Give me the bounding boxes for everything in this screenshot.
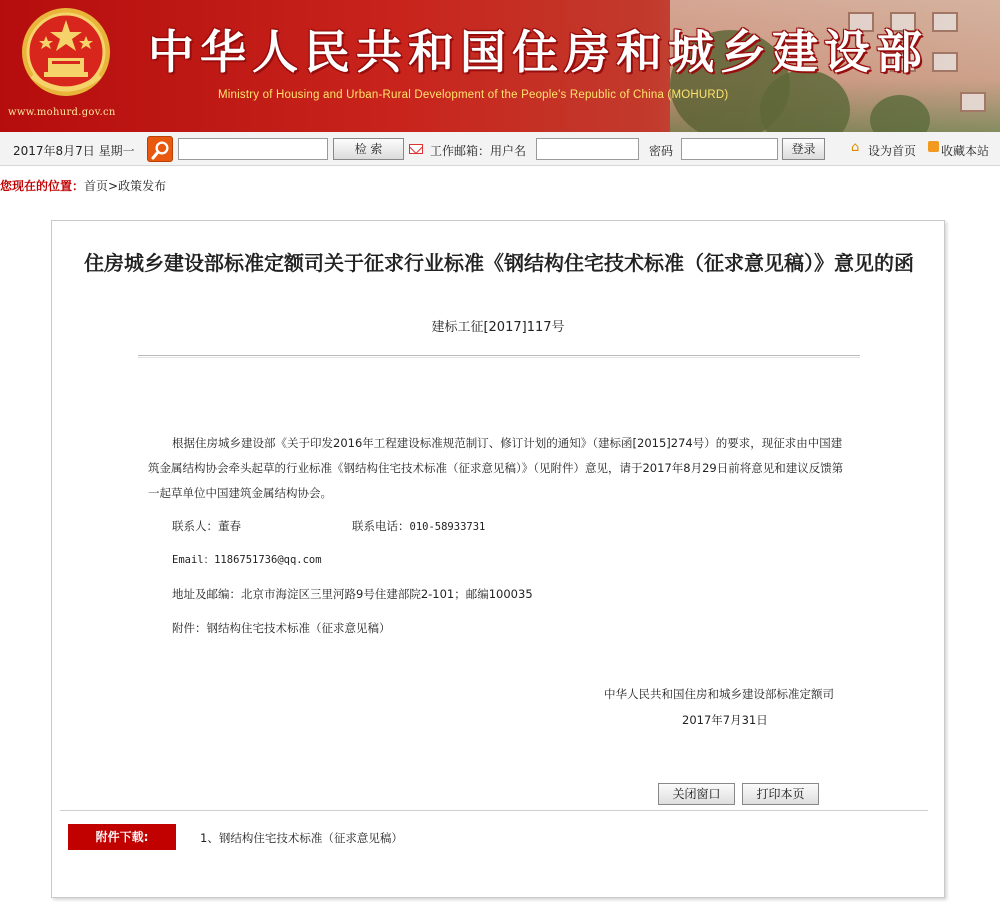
password-input[interactable]	[681, 138, 778, 160]
top-toolbar	[0, 132, 1000, 166]
current-date: 2017年8月7日 星期一	[13, 144, 135, 158]
phone-number: 010-58933731	[409, 521, 486, 533]
address-value: 北京市海淀区三里河路9号住建部院2-101；邮编100035	[241, 587, 533, 601]
email-line	[172, 552, 322, 567]
download-attachment-link[interactable]: 1、钢结构住宅技术标准（征求意见稿）	[200, 831, 403, 845]
site-url: www.mohurd.gov.cn	[8, 107, 116, 118]
site-subtitle-en: Ministry of Housing and Urban-Rural Development of the People's Republic of China (MOHURD)	[218, 89, 729, 101]
breadcrumb-label: 您现在的位置：	[0, 179, 85, 193]
contact-label: 联系人：	[172, 519, 218, 533]
address-line	[172, 586, 533, 602]
email-address: 1186751736@qq.com	[214, 554, 322, 566]
breadcrumb	[0, 177, 166, 193]
attachment-name: 钢结构住宅技术标准（征求意见稿）	[206, 621, 391, 635]
mail-username-label: 工作邮箱：用户名	[430, 144, 527, 158]
login-button[interactable]: 登录	[782, 138, 825, 160]
site-banner	[0, 0, 1000, 132]
address-label: 地址及邮编：	[172, 587, 241, 601]
article-title: 住房城乡建设部标准定额司关于征求行业标准《钢结构住宅技术标准（征求意见稿）》意见的函	[84, 251, 914, 275]
home-icon: ⌂	[851, 140, 860, 155]
print-page-button[interactable]: 打印本页	[742, 783, 819, 805]
email-label: Email：	[172, 554, 215, 566]
breadcrumb-path[interactable]: 首页>政策发布	[84, 179, 167, 193]
search-icon[interactable]	[147, 136, 173, 162]
close-window-button[interactable]: 关闭窗口	[658, 783, 735, 805]
contact-line	[172, 518, 241, 534]
attachment-line	[172, 620, 391, 636]
bottom-divider	[60, 810, 928, 811]
set-home-link[interactable]: 设为首页	[868, 144, 917, 158]
username-input[interactable]	[536, 138, 639, 160]
site-title: 中华人民共和国住房和城乡建设部	[148, 25, 928, 79]
search-input[interactable]	[178, 138, 328, 160]
signing-organization: 中华人民共和国住房和城乡建设部标准定额司	[604, 687, 834, 701]
national-emblem-icon	[18, 6, 114, 102]
phone-line	[352, 518, 485, 534]
document-number: 建标工征[2017]117号	[431, 320, 565, 335]
downloads-label: 附件下载:	[68, 824, 176, 850]
bookmark-link[interactable]: 收藏本站	[941, 144, 990, 158]
article-body: 根据住房城乡建设部《关于印发2016年工程建设标准规范制订、修订计划的通知》（建标函[2015]274号）的要求，现征求由中国建筑金属结构协会牵头起草的行业标准《钢结构住宅技术标准（征求意见稿）》（见附件）意见，请于2017年8月29日前将意见和建议反馈第一起草单位中国建筑金属结构协会。	[148, 436, 844, 500]
password-label: 密码	[649, 144, 674, 158]
title-divider	[138, 355, 860, 358]
contact-name: 董春	[218, 519, 241, 533]
bookmark-icon	[928, 141, 939, 152]
attachment-label: 附件：	[172, 621, 207, 635]
search-button[interactable]: 检 索	[333, 138, 404, 160]
mail-icon	[409, 144, 423, 154]
phone-label: 联系电话：	[352, 519, 410, 533]
signing-date: 2017年7月31日	[682, 713, 768, 727]
article-card	[51, 220, 945, 898]
